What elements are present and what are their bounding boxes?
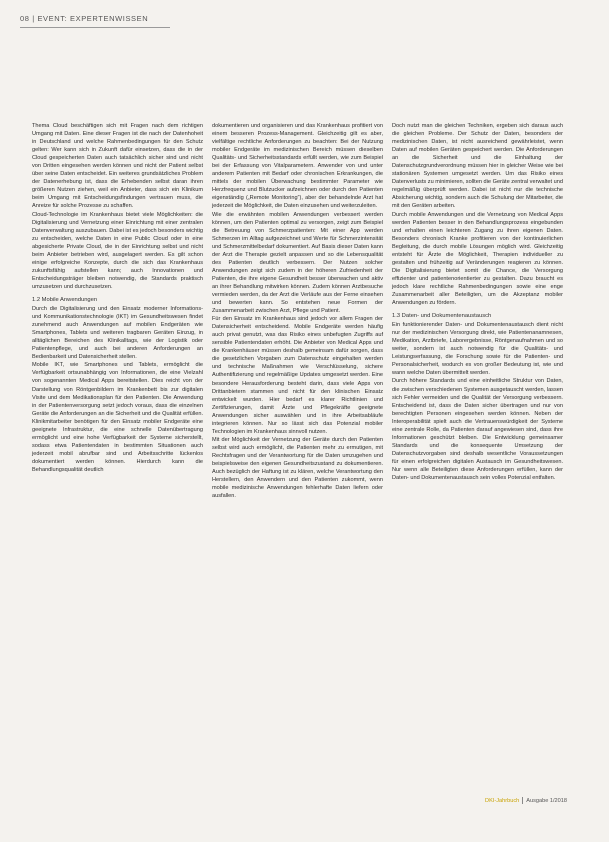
body-paragraph: dokumentieren und organisieren und das Krankenhaus profitiert von einem besseren Prozess-Management. Gleichzeitig gilt es aber, vielfältige rechtliche Anforderungen zu beachten: Bei der Nutzung mobiler Endgeräte im medizinischen Bereich müssen dieselben Qualitäts- und Sicherheitsstandards erfüllt werden, wie zum Beispiel bei der Erfassung von Vitalparametern. Anwender von und unter anderem Patienten mit Bedarf oder chronischen Erkrankungen, die mittels der mobilen Überwachung bestimmter Parameter wie Herzfrequenz und Blutzucker aufzeichnen oder durch den Patienten eigenständig („Remote Monitoring“), aber der behandelnde Arzt hat jederzeit die Möglichkeit, die Daten einzusehen und weiterzuleiten. (212, 123, 383, 210)
body-paragraph: Mobile IKT, wie Smartphones und Tablets, ermöglicht die Verfügbarkeit ortsunabhängig von Informationen, die eine Vielzahl von sogenannten Medical Apps bereitstellen. Dies reicht von der Darstellung von Röntgenbildern im Krankenbett bis zur digitalen Visite und dem Medikationsplan für den Patienten. Die Anwendung in der Patientenversorgung setzt jedoch voraus, dass die einzelnen Geräte die Anforderungen an die Sicherheit und die Qualität erfüllen. Klinikmitarbeiter benötigen für den Einsatz mobiler Endgeräte eine geeignete Infrastruktur, die eine schnelle Datenübertragung ermöglicht und eine hohe Verfügbarkeit der Systeme sicherstellt, sodass etwa Patientendaten in bestimmten Situationen auch jederzeit mobil abrufbar sind und Arbeitsschritte lückenlos dokumentiert werden können. Hierdurch kann die Behandlungsqualität deutlich (32, 362, 203, 473)
body-paragraph: Ein funktionierender Daten- und Dokumentenaustausch dient nicht nur der medizinischen Versorgung direkt, wie Patientenanamnesen, Medikation, Arztbriefe, Laborergebnisse, Röntgenaufnahmen und so weiter, sondern ist auch notwendig für die Qualitäts- und Leistungserfassung, die Forschung sowie für die Patienten- und Personalsicherheit, wodurch es von großer Bedeutung ist, wie und wann welche Daten übermittelt werden. (392, 322, 563, 377)
section-heading: 1.2 Mobile Anwendungen (32, 296, 98, 303)
body-paragraph: Für den Einsatz im Krankenhaus sind jedoch vor allem Fragen der Datensicherheit entscheidend. Mobile Endgeräte werden häufig auch privat genutzt, was das Risiko eines unbefugten Zugriffs auf sensible Patientendaten erhöht. Die Anbieter von Medical Apps und die Krankenhäuser müssen deshalb gemeinsam dafür sorgen, dass die gesetzlichen Vorgaben zum Datenschutz eingehalten werden und technische Maßnahmen wie Verschlüsselung, sichere Authentifizierung und regelmäßige Updates umgesetzt werden. Eine besondere Herausforderung besteht darin, dass viele Apps von Drittanbietern stammen und nicht für den klinischen Einsatz entwickelt wurden. Hier bedarf es klarer Richtlinien und Zertifizierungen, damit Ärzte und Pflegekräfte geeignete Anwendungen sicher auswählen und in ihre Arbeitsabläufe integrieren können. Nur so lässt sich das Potenzial mobiler Technologien im Krankenhaus sinnvoll nutzen. (212, 316, 383, 435)
body-paragraph: Durch mobile Anwendungen und die Vernetzung von Medical Apps werden Patienten besser in den Behandlungsprozess eingebunden und erhalten einen leichteren Zugang zu ihren eigenen Daten. Besonders chronisch Kranke profitieren von der kontinuierlichen Begleitung, die durch mobile Lösungen möglich wird. Gleichzeitig entsteht für Ärzte die Möglichkeit, Therapien individueller zu gestalten und frühzeitig auf Veränderungen reagieren zu können. Die Digitalisierung bietet somit die Chance, die Versorgung effizienter und patientenorientierter zu gestalten. Dazu braucht es jedoch klare rechtliche Rahmenbedingungen sowie eine enge Zusammenarbeit aller Beteiligten, um die Akzeptanz mobiler Anwendungen zu fördern. (392, 211, 563, 307)
text-column-3 (392, 122, 563, 482)
body-paragraph: Wie die erwähnten mobilen Anwendungen verbessert werden können, um den Patienten optimal zu versorgen, zeigt zum Beispiel die Betreuung von Schmerzpatienten: Mit einer App werden Schmerzen im Alltag aufgezeichnet und Werte für Schmerzintensität und Schmerzmittelbedarf dokumentiert. Auf Basis dieser Daten kann der Arzt die Therapie gezielt anpassen und so die Lebensqualität des Patienten deutlich verbessern. Der Nutzen solcher Anwendungen zeigt sich zudem in der höheren Zufriedenheit der Patienten, die ihre eigene Gesundheit besser überwachen und aktiv an ihrer Behandlung mitwirken können. Zudem können Arztbesuche vermieden werden, da der Arzt die Verläufe aus der Ferne einsehen und bewerten kann. So entstehen neue Formen der Zusammenarbeit zwischen Arzt, Pflege und Patient. (212, 211, 383, 315)
footer-brand: DKI-Jahrbuch (485, 797, 520, 804)
body-paragraph: Durch die Digitalisierung und den Einsatz moderner Informations- und Kommunikationstechnologie (IKT) im Gesundheitswesen findet zunehmend auch Anwendungen auf mobilen Endgeräten wie Smartphones, Tablets und weiteren tragbaren Geräten Einzug, in alltäglichen Bereichen des Klinikalltags, wie der Logistik oder Patientenpflege, und auch bei anderen Anforderungen an Bedienbarkeit und Datensicherheit stellen. (32, 306, 203, 361)
body-paragraph: Thema Cloud beschäftigen sich mit Fragen nach dem richtigen Umgang mit Daten. Eine dieser Fragen ist die nach der Datenhoheit in Deutschland und welche Rahmenbedingungen für den Schutz gelten: Wer kann sich in Zukunft dafür einsetzen, dass die in der Cloud gespeicherten Daten auch tatsächlich sicher sind und nicht von Dritten eingesehen werden können und nicht der Patient selbst über seine Daten entscheidet. Ein weiteres grundsätzliches Problem der Datenerhebung ist, dass die Erhebenden selbst daran ihren größeren Nutzen ziehen, weil ein Anbieter, dass sich ein Klinikum beim Umgang mit Entscheidungsfindungen vertrauen muss, die Anreize für solche Prozesse zu schaffen. (32, 123, 203, 210)
footer-issue: Ausgabe 1/2018 (526, 797, 567, 804)
running-header: 08 | EVENT: EXPERTENWISSEN (20, 14, 149, 23)
footer-divider (522, 797, 523, 804)
text-column-2 (212, 122, 383, 500)
page-footer (485, 797, 567, 804)
body-paragraph: Mit der Möglichkeit der Vernetzung der Geräte durch den Patienten selbst wird auch ermöglicht, die Patienten mehr zu ermutigen, mit Rechtsfragen und der Verantwortung für die Daten umzugehen und beispielsweise den eigenen Gesundheitszustand zu dokumentieren. Auch bezüglich der Haftung ist zu klären, welche Verantwortung den Herstellern, den Anwendern und den Patienten zukommt, wenn mobile medizinische Anwendungen fehlerhafte Daten liefern oder ausfallen. (212, 436, 383, 500)
text-column-1 (32, 122, 203, 474)
body-paragraph: Durch höhere Standards und eine einheitliche Struktur von Daten, die zwischen verschiedenen Systemen ausgetauscht werden, lassen sich Fehler vermeiden und die Qualität der Versorgung verbessern. Entscheidend ist, dass die Daten sicher übertragen und nur von berechtigten Personen eingesehen werden können. Neben der Interoperabilität spielt auch die Vertrauenswürdigkeit der Systeme eine zentrale Rolle, da Patienten darauf angewiesen sind, dass ihre Informationen geschützt bleiben. Die Entwicklung gemeinsamer Standards und die konsequente Umsetzung der Datenschutzvorgaben sind deshalb wesentliche Voraussetzungen für einen erfolgreichen digitalen Austausch im Gesundheitswesen. Nur wenn alle Beteiligten diese Anforderungen erfüllen, kann der Daten- und Dokumentenaustausch sein volles Potenzial entfalten. (392, 378, 563, 482)
header-rule (20, 27, 170, 28)
body-paragraph: Doch nutzt man die gleichen Techniken, ergeben sich daraus auch die gleichen Probleme. Der Schutz der Daten, besonders der medizinischen Daten, ist nicht ausreichend gewährleistet, wenn Daten auf mobilen Geräten gespeichert werden. Die Anforderungen an die Sicherheit und die Einhaltung der Datenschutzgrundverordnung müssen hier in gleicher Weise wie bei stationären Systemen umgesetzt werden. Um das Risiko eines Datenverlusts zu minimieren, sollten die Geräte zentral verwaltet und regelmäßig überprüft werden. Dabei ist nicht nur die technische Absicherung wichtig, sondern auch die Schulung der Mitarbeiter, die mit den Geräten arbeiten. (392, 123, 563, 210)
section-heading: 1.3 Daten- und Dokumentenaustausch (392, 313, 492, 320)
body-paragraph: Cloud-Technologie im Krankenhaus bietet viele Möglichkeiten: die Digitalisierung und Vernetzung einer Einrichtung mit einer zentralen Datenverwaltung auszubauen. Dabei ist es jedoch besonders wichtig zu entscheiden, welche Daten in eine Public Cloud oder in eine abgesicherte Private Cloud, die in der Einrichtung selbst und nicht beim Anbieter betrieben wird, ausgelagert werden. Es gilt schon einige erfolgreiche Konzepte, durch die sich das Krankenhaus zukunftsfähig aufstellen kann; auch Innovationen und Entscheidungsträger bleiben notwendig, die Standards praktisch umzusetzen und durchzusetzen. (32, 211, 203, 290)
